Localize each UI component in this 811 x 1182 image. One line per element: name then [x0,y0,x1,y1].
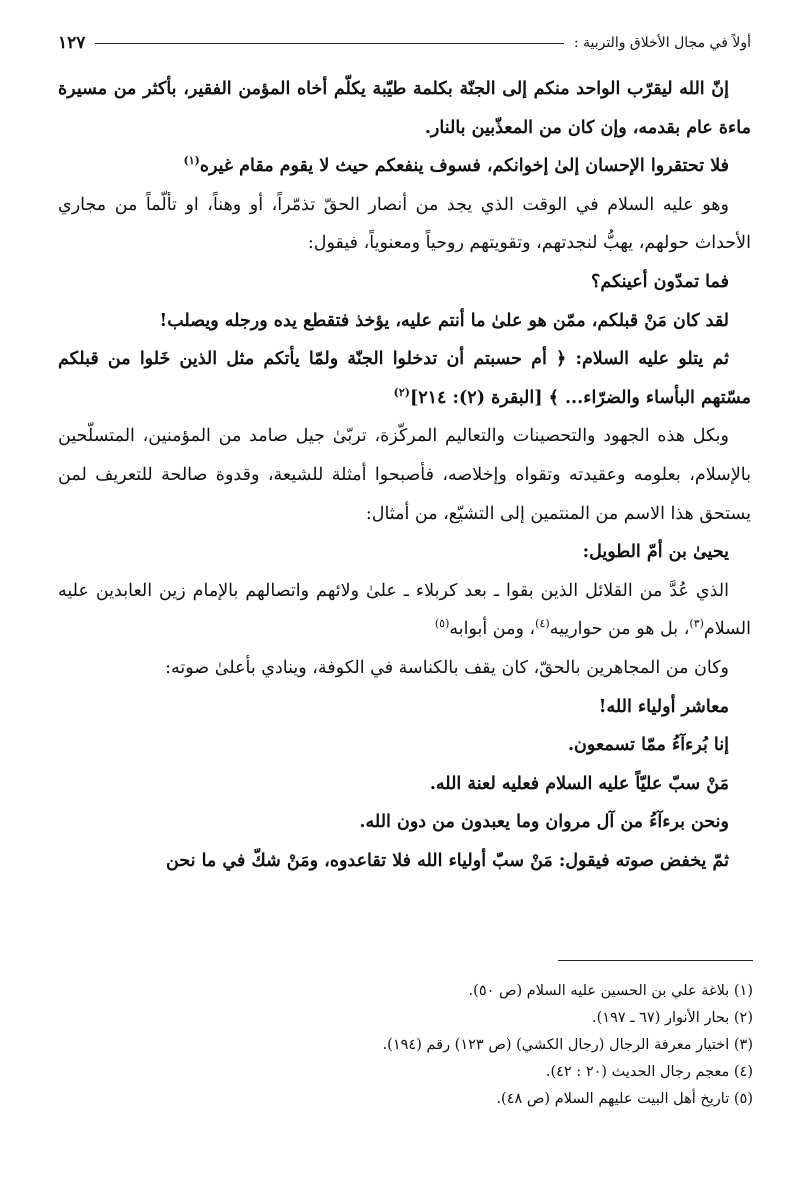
paragraph: فما تمدّون أعينكم؟ [591,271,729,292]
document-page [58,28,751,880]
paragraph [58,340,751,417]
footnote-ref: (٥) [434,617,450,631]
footnote: (٥) تاريخ أهل البيت عليهم السلام (ص ٤٨). [496,1091,753,1107]
running-title: أولاً في مجال الأخلاق والتربية : [573,35,751,51]
footnote-ref: (٢) [393,385,410,399]
footnotes [60,978,753,1113]
paragraph: وكان من المجاهرين بالحقّ، كان يقف بالكناسة في الكوفة، وينادي بأعلىٰ صوته: [165,657,729,678]
footnote: (٣) اختيار معرفة الرجال (رجال الكشي) (ص ١٢٣) رقم (١٩٤). [382,1037,753,1053]
quote-line: مَنْ سبّ عليّاً عليه السلام فعليه لعنة الله. [429,773,729,794]
paragraph [58,147,751,186]
footnote: (١) بلاغة علي بن الحسين عليه السلام (ص ٥٠). [468,983,753,999]
paragraph-text: ثم يتلو عليه السلام: ﴿ أم حسبتم أن تدخلوا الجنّة ولمّا يأتكم مثل الذين خَلوا من قبلكم مسّتهم البأساء والضرّاء... ﴾ [البقرة (٢): ٢١٤] [58,349,751,408]
quote-line: ونحن برءآءُ من آل مروان وما يعبدون من دون الله. [359,812,729,833]
page-number: ١٢٧ [58,33,86,53]
footnote-ref: (١) [183,154,200,168]
paragraph: وهو عليه السلام في الوقت الذي يجد من أنصار الحقّ تذمّراً، أو وهناً، او تألّماً من مجاري الأحداث حولهم، يهبُّ لنجدتهم، وتقويتهم روحياً ومعنوياً، فيقول: [58,194,751,254]
footnote: (٢) بحار الأنوار (٦٧ ـ ١٩٧). [592,1010,753,1026]
paragraph [58,572,751,649]
header-rule [95,43,563,44]
paragraph-text: الذي عُدَّ من القلائل الذين بقوا ـ بعد كربلاء ـ علىٰ ولائهم واتصالهم بالإمام زين العابدين عليه السلام [58,580,751,640]
paragraph-text: ، بل هو من حوارييه [549,619,690,640]
footnote: (٤) معجم رجال الحديث (٢٠ : ٤٢). [545,1064,753,1080]
quote-line: معاشر أولياء الله! [598,696,729,717]
footnote-ref: (٣) [689,617,704,631]
quote-line: إنا بُرءآءُ ممّا تسمعون. [567,735,729,756]
section-heading: يحيىٰ بن أمّ الطويل: [582,542,729,563]
paragraph-text: ، ومن أبوابه [449,619,536,640]
paragraph: ثمّ يخفض صوته فيقول: مَنْ سبّ أولياء الله فلا تقاعدوه، ومَنْ شكّ في ما نحن [166,850,729,871]
paragraph: لقد كان مَنْ قبلكم، ممّن هو علىٰ ما أنتم عليه، يؤخذ فتقطع يده ورجله ويصلب! [159,310,729,331]
paragraph: وبكل هذه الجهود والتحصينات والتعاليم المركّزة، تربّىٰ جيل صامد من المؤمنين، المتسلّحين بالإسلام، بعلومه وعقيدته وتقواه وإخلاصه، فأصبحوا أمثلة للشيعة، وقدوة صالحة للتعريف لمن يستحق هذا الاسم من المنتمين إلى التشيّع، من أمثال: [58,426,751,524]
body-text [58,70,751,880]
paragraph: إنّ الله ليقرّب الواحد منكم إلى الجنّة بكلمة طيّبة يكلّم أخاه المؤمن الفقير، بأكثر من مسيرة ماءة عام بقدمه، وإن كان من المعذّبين بالنار. [58,79,751,138]
page-header [58,28,751,58]
paragraph-text: فلا تحتقروا الإحسان إلىٰ إخوانكم، فسوف ينفعكم حيث لا يقوم مقام غيره [199,156,729,177]
footnote-ref: (٤) [535,617,550,631]
footnote-rule [558,960,753,961]
